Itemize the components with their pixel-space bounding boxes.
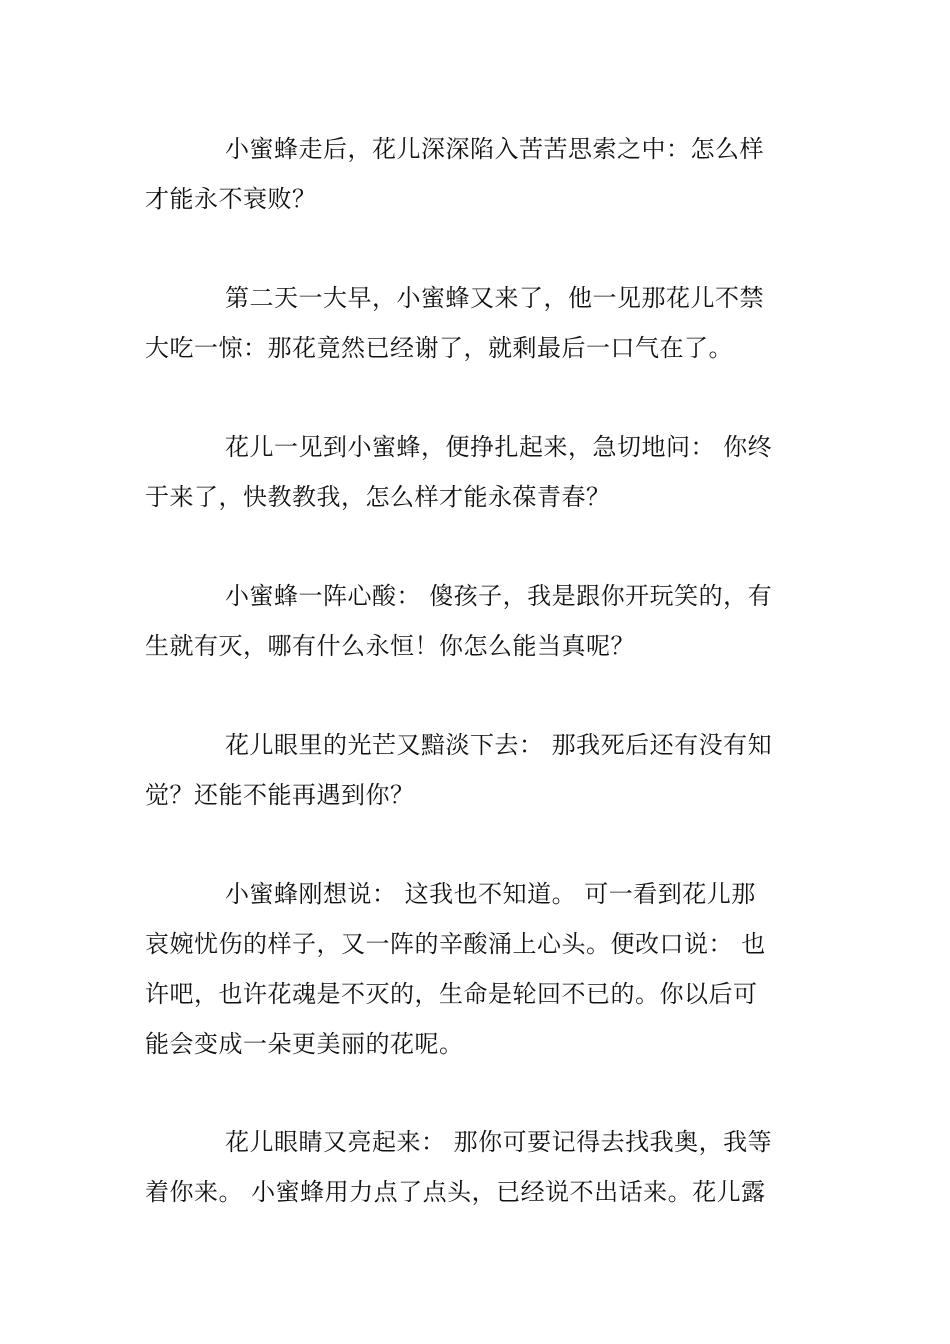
paragraph-line: 才能永不衰败？ bbox=[145, 185, 317, 213]
paragraph-line: 第二天一大早，小蜜蜂又来了，他一见那花儿不禁 bbox=[225, 284, 764, 312]
paragraph-line: 小蜜蜂刚想说： 这我也不知道。 可一看到花儿那 bbox=[225, 880, 756, 908]
paragraph-line: 小蜜蜂一阵心酸： 傻孩子，我是跟你开玩笑的，有 bbox=[225, 582, 773, 610]
paragraph-line: 着你来。 小蜜蜂用力点了点头，已经说不出话来。花儿露 bbox=[145, 1178, 766, 1206]
paragraph-2 bbox=[145, 273, 810, 373]
paragraph-line: 花儿一见到小蜜蜂，便挣扎起来，急切地问： 你终 bbox=[225, 433, 773, 461]
paragraph-5 bbox=[145, 720, 810, 820]
paragraph-line: 大吃一惊：那花竟然已经谢了，就剩最后一口气在了。 bbox=[145, 334, 733, 362]
paragraph-line: 花儿眼睛又亮起来： 那你可要记得去找我奥，我等 bbox=[225, 1128, 773, 1156]
paragraph-line: 能会变成一朵更美丽的花呢。 bbox=[145, 1030, 464, 1058]
paragraph-line: 许吧，也许花魂是不灭的，生命是轮回不已的。你以后可 bbox=[145, 980, 758, 1008]
paragraph-line: 觉？还能不能再遇到你？ bbox=[145, 781, 415, 809]
paragraph-line: 花儿眼里的光芒又黯淡下去： 那我死后还有没有知 bbox=[225, 731, 773, 759]
paragraph-line: 哀婉忧伤的样子，又一阵的辛酸涌上心头。便改口说： 也 bbox=[145, 930, 766, 958]
paragraph-6 bbox=[145, 869, 810, 1069]
paragraph-1 bbox=[145, 124, 810, 224]
paragraph-line: 小蜜蜂走后，花儿深深陷入苦苦思索之中：怎么样 bbox=[225, 135, 764, 163]
paragraph-line: 于来了，快教教我，怎么样才能永葆青春？ bbox=[145, 483, 611, 511]
paragraph-line: 生就有灭，哪有什么永恒！你怎么能当真呢？ bbox=[145, 632, 635, 660]
paragraph-3 bbox=[145, 422, 810, 522]
paragraph-4 bbox=[145, 571, 810, 671]
paragraph-7 bbox=[145, 1117, 810, 1217]
